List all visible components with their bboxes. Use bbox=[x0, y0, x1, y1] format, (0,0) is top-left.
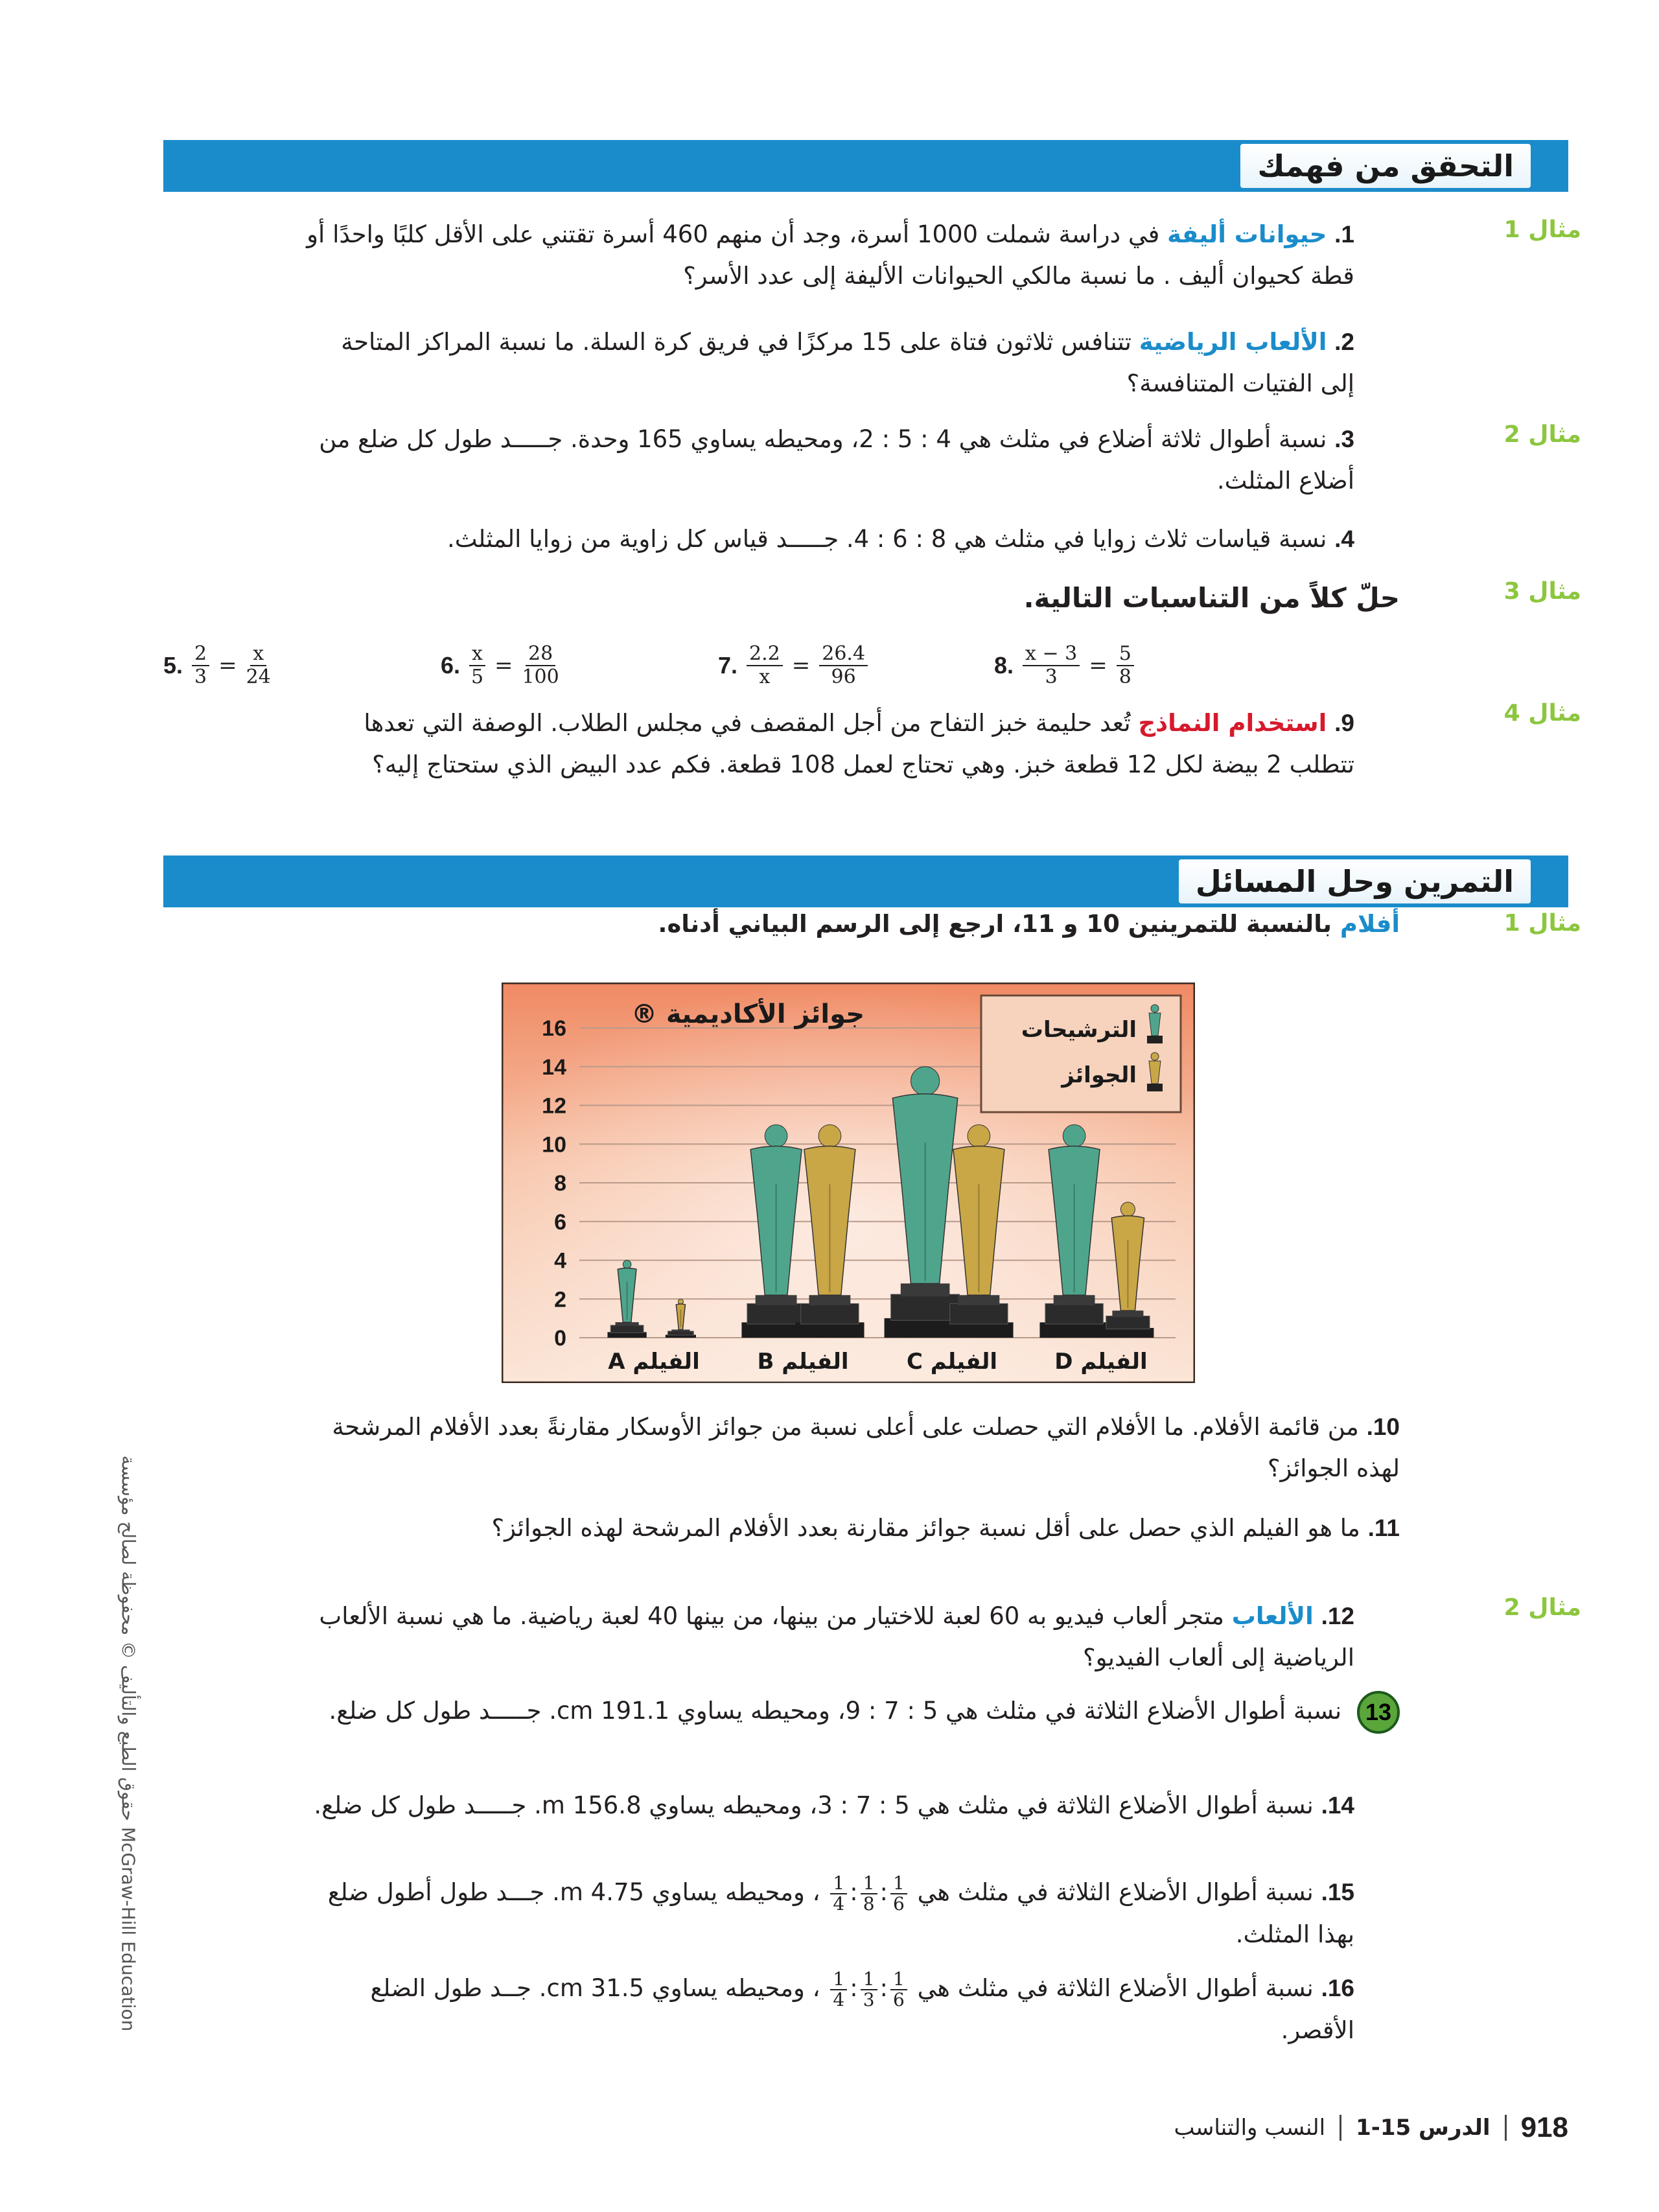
example-label-3: مثال 3 bbox=[1503, 578, 1581, 605]
y-tick-label: 16 bbox=[542, 1016, 566, 1041]
y-tick-label: 10 bbox=[542, 1132, 566, 1158]
y-tick-label: 0 bbox=[554, 1326, 566, 1351]
lesson-topic: النسب والتناسب bbox=[1174, 2115, 1326, 2141]
keyword: الألعاب الرياضية bbox=[1139, 328, 1327, 356]
legend-nominations: الترشيحات bbox=[1021, 1017, 1137, 1043]
exercise-9: 9. استخدام النماذج تُعد حليمة خبز التفاح من أجل المقصف في مجلس الطلاب. الوصفة التي تعدها تتطلب 2 بيضة لكل 12 قطعة خبز. وهي تحتاج لعمل 108 قطعة. فكم عدد البيض الذي ستحتاج إليه؟ bbox=[364, 709, 1354, 778]
y-tick-label: 4 bbox=[554, 1248, 566, 1274]
highlighted-number: 13 bbox=[1357, 1691, 1400, 1734]
y-tick-label: 12 bbox=[542, 1093, 566, 1119]
fraction: $\frac{1}{4}$ bbox=[830, 1970, 847, 2010]
keyword: أفلام bbox=[1340, 910, 1400, 938]
exercise-2: 2. الألعاب الرياضية تتنافس ثلاثون فتاة على 15 مركزًا في فريق كرة السلة. ما نسبة المراكز المتاحة إلى الفتيات المتنافسة؟ bbox=[341, 328, 1354, 397]
example-label-2: مثال 2 bbox=[1503, 421, 1581, 448]
y-tick-label: 8 bbox=[554, 1171, 566, 1196]
exercise-11: 11. ما هو الفيلم الذي حصل على أقل نسبة جوائز مقارنة بعدد الأفلام المرشحة لهذه الجوائز؟ bbox=[491, 1514, 1400, 1542]
solve-heading: حلّ كلاً من التناسبات التالية. bbox=[1023, 582, 1400, 614]
chart-svg bbox=[502, 983, 1195, 1383]
exercise-10: 10. من قائمة الأفلام. ما الأفلام التي حصلت على أعلى نسبة من جوائز الأوسكار مقارنةً بعدد الأفلام المرشحة لهذه الجوائز؟ bbox=[332, 1413, 1400, 1482]
exercise-15: 15. نسبة أطوال الأضلاع الثلاثة في مثلث هي $\frac{1}{6}$ : $\frac{1}{8}$ : $\frac{1}{4}$ ، ومحيطه يساوي 4.75 m. جـــد طول أطول ضلع بهذا المثلث. bbox=[327, 1872, 1354, 1948]
section-banner-practice bbox=[163, 856, 1568, 907]
exercise-3: 3. نسبة أطوال ثلاثة أضلاع في مثلث هي 4 : 5 : 2، ومحيطه يساوي 165 وحدة. جـــــد طول كل ضلع من أضلاع المثلث. bbox=[319, 425, 1354, 495]
chart-title: جوائز الأكاديمية ® bbox=[631, 999, 865, 1029]
exercise-14: 14. نسبة أطوال الأضلاع الثلاثة في مثلث هي 5 : 7 : 3، ومحيطه يساوي 156.8 m. جـــــد طول كل ضلع. bbox=[314, 1791, 1354, 1819]
section-title: التحقق من فهمك bbox=[1240, 144, 1531, 188]
fraction: $\frac{1}{4}$ bbox=[830, 1874, 847, 1914]
exercise-16: 16. نسبة أطوال الأضلاع الثلاثة في مثلث هي $\frac{1}{6}$ : $\frac{1}{3}$ : $\frac{1}{4}$ ، ومحيطه يساوي 31.5 cm. جــد طول الضلع الأقصر. bbox=[370, 1968, 1354, 2044]
proportion-8: 8. $\frac{x - 3}{3}$ = $\frac{5}{8}$ bbox=[994, 643, 1137, 688]
exercise-4: 4. نسبة قياسات ثلاث زوايا في مثلث هي 8 : 6 : 4. جـــــد قياس كل زاوية من زوايا المثلث. bbox=[447, 525, 1354, 553]
example-label-1: مثال 1 bbox=[1503, 216, 1581, 243]
x-category-label: الفيلم B bbox=[757, 1349, 849, 1375]
x-category-label: الفيلم A bbox=[608, 1349, 700, 1375]
x-category-label: الفيلم D bbox=[1054, 1349, 1148, 1375]
page-footer bbox=[1174, 2112, 1568, 2144]
keyword: الألعاب bbox=[1231, 1602, 1314, 1630]
exercise-1: 1. حيوانات أليفة في دراسة شملت 1000 أسرة، وجد أن منهم 460 أسرة تقتني على الأقل كلبًا واحدًا أو قطة كحيوان أليف . ما نسبة مالكي الحيوانات الأليفة إلى عدد الأسر؟ bbox=[307, 220, 1354, 290]
example-label-1b: مثال 1 bbox=[1503, 910, 1581, 937]
exercise-13: 13 نسبة أطوال الأضلاع الثلاثة في مثلث هي 5 : 7 : 9، ومحيطه يساوي 191.1 cm. جـــــد طول كل ضلع. bbox=[298, 1690, 1400, 1734]
fraction: $\frac{1}{3}$ bbox=[861, 1970, 877, 2010]
keyword: حيوانات أليفة bbox=[1167, 220, 1327, 248]
fraction: $\frac{1}{8}$ bbox=[861, 1874, 877, 1914]
y-tick-label: 6 bbox=[554, 1209, 566, 1235]
proportion-5: 5. $\frac{2}{3}$ = $\frac{x}{24}$ bbox=[163, 642, 271, 688]
exercise-12: 12. الألعاب متجر ألعاب فيديو به 60 لعبة للاختيار من بينها، من بينها 40 لعبة رياضية. ما هي نسبة الألعاب الرياضية إلى ألعاب الفيديو؟ bbox=[319, 1602, 1354, 1671]
fraction: $\frac{1}{6}$ bbox=[890, 1970, 907, 2010]
proportion-6: 6. $\frac{x}{5}$ = $\frac{28}{100}$ bbox=[441, 642, 559, 688]
y-tick-label: 14 bbox=[542, 1054, 566, 1080]
fraction: $\frac{1}{6}$ bbox=[890, 1874, 907, 1914]
legend-awards: الجوائز bbox=[1062, 1062, 1137, 1088]
lesson-label: الدرس 15-1 bbox=[1356, 2115, 1491, 2141]
section-banner-check bbox=[163, 140, 1568, 192]
section-title: التمرين وحل المسائل bbox=[1179, 859, 1531, 903]
example-label-2b: مثال 2 bbox=[1503, 1594, 1581, 1621]
chart-legend bbox=[981, 995, 1181, 1112]
page-number: 918 bbox=[1520, 2112, 1568, 2143]
films-intro: أفلام بالنسبة للتمرينين 10 و 11، ارجع إلى الرسم البياني أدناه. bbox=[658, 910, 1400, 938]
academy-awards-chart bbox=[502, 983, 1195, 1383]
proportion-7: 7. $\frac{2.2}{x}$ = $\frac{26.4}{96}$ bbox=[718, 643, 870, 688]
x-category-label: الفيلم C bbox=[906, 1349, 998, 1375]
keyword: استخدام النماذج bbox=[1138, 709, 1327, 737]
example-label-4: مثال 4 bbox=[1503, 700, 1581, 727]
side-copyright: حقوق الطبع والتأليف © محفوظة لصالح مؤسسة McGraw-Hill Education bbox=[117, 1455, 139, 2032]
y-tick-label: 2 bbox=[554, 1287, 566, 1312]
